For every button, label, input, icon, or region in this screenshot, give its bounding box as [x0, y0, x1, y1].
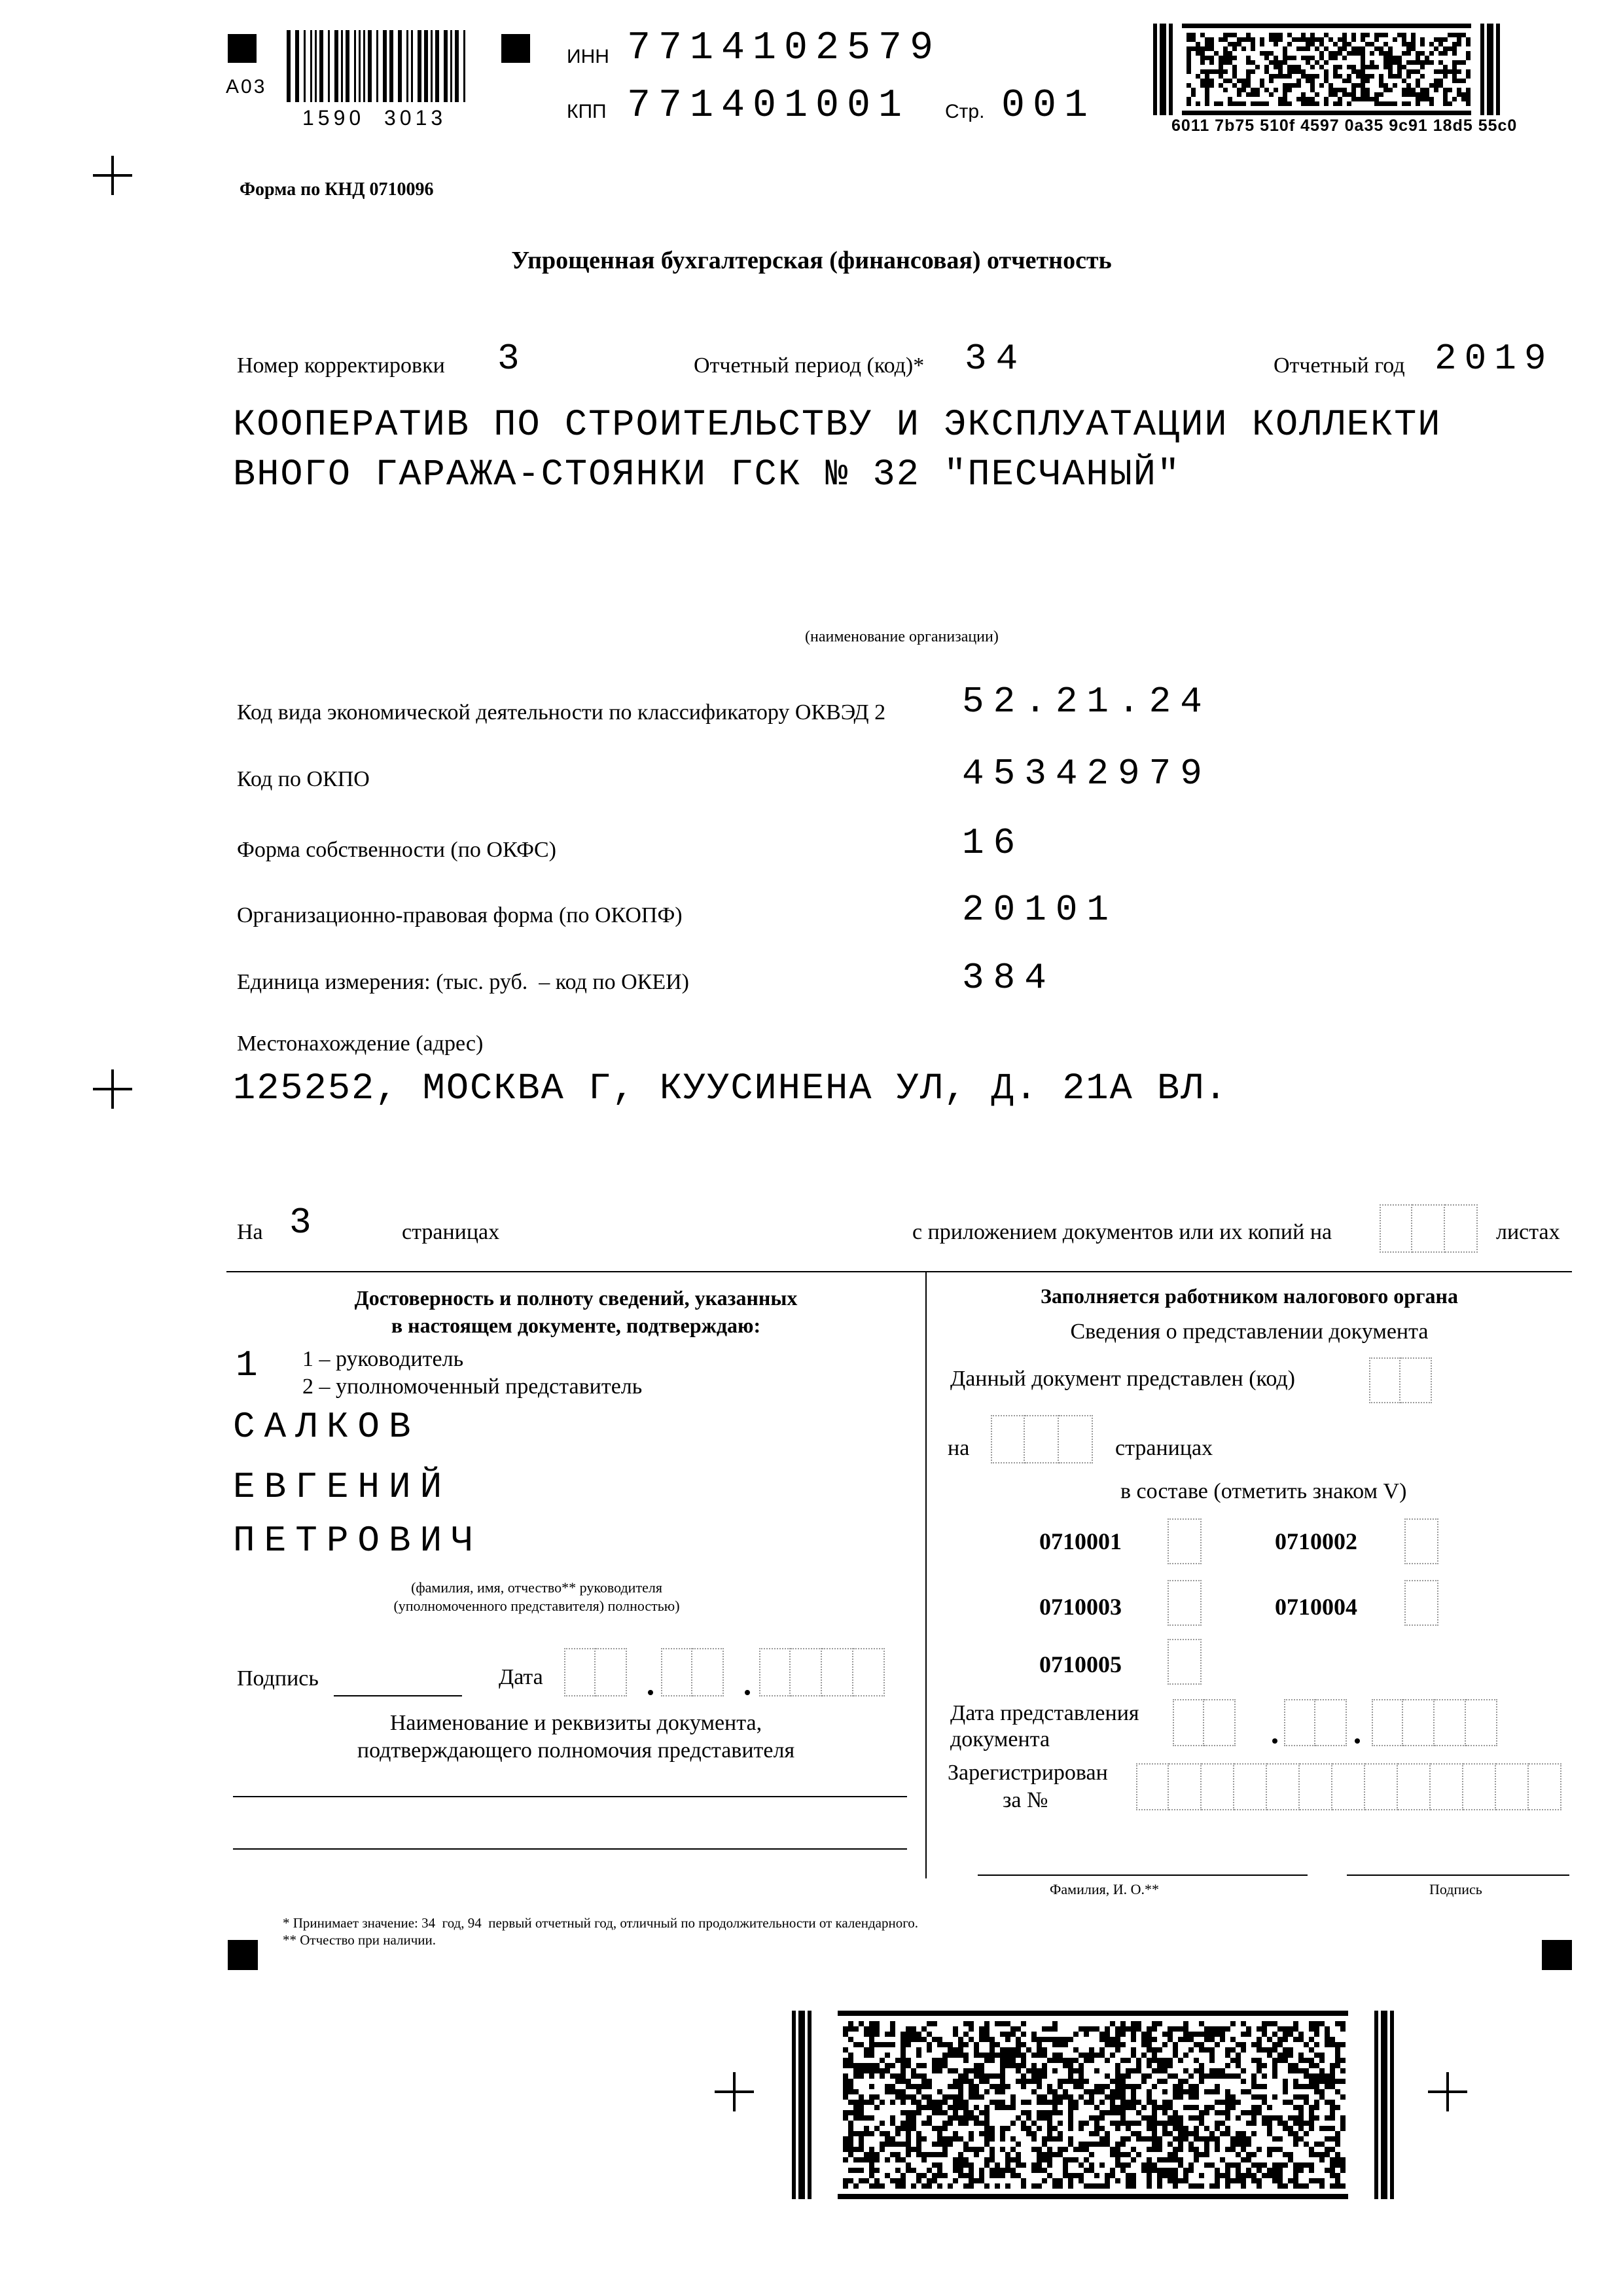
signature-caption-right: Подпись — [1429, 1881, 1482, 1897]
column-divider — [925, 1271, 927, 1878]
authority-doc-title — [226, 1710, 925, 1765]
correction-label: Номер корректировки — [237, 353, 445, 378]
corner-marker-top-left — [228, 34, 257, 63]
code-0710003: 0710003 — [1039, 1594, 1122, 1620]
fio-caption — [366, 1579, 707, 1615]
authority-doc-line-1[interactable] — [233, 1796, 907, 1797]
organization-name-line1: КООПЕРАТИВ ПО СТРОИТЕЛЬСТВУ И ЭКСПЛУАТАЦИИ КОЛЛЕКТИ — [233, 404, 1442, 446]
kpp-label: КПП — [567, 101, 607, 122]
2d-barcode-bottom — [792, 2011, 1394, 2199]
presented-code-label: Данный документ представлен (код) — [950, 1367, 1295, 1391]
year-value: 2019 — [1435, 338, 1554, 380]
date-separator — [745, 1690, 750, 1695]
crosshair-marker — [715, 2072, 754, 2111]
okfs-label: Форма собственности (по ОКФС) — [237, 838, 557, 862]
corner-marker-bottom-right — [1542, 1940, 1572, 1970]
checkbox-0710005[interactable] — [1168, 1639, 1202, 1685]
corner-marker-top-middle — [501, 34, 530, 63]
attachments-sheets-input[interactable] — [1380, 1204, 1478, 1253]
fio-caption-line2: (уполномоченного представителя) полностью) — [393, 1598, 680, 1614]
fio-line[interactable] — [978, 1874, 1308, 1876]
submission-date-label — [950, 1700, 1139, 1753]
tax-office-title: Заполняется работником налогового органа — [1041, 1284, 1458, 1308]
sheets-label: листах — [1496, 1220, 1560, 1244]
okved-value: 52.21.24 — [962, 681, 1211, 723]
code-0710005: 0710005 — [1039, 1651, 1122, 1677]
date-separator — [1355, 1738, 1360, 1744]
okopf-value: 20101 — [962, 889, 1118, 931]
okei-label: Единица измерения: (тыс. руб. – код по ОКЕИ) — [237, 970, 689, 994]
crosshair-marker — [1428, 2072, 1467, 2111]
signer-surname: САЛКОВ — [233, 1406, 420, 1448]
okfs-value: 16 — [962, 822, 1025, 864]
signer-name: ЕВГЕНИЙ — [233, 1466, 452, 1508]
registered-label-line1: Зарегистрирован — [948, 1761, 1108, 1785]
signature-line-right[interactable] — [1347, 1874, 1569, 1876]
submission-info-title: Сведения о представлении документа — [1070, 1319, 1429, 1344]
pages-label: страницах — [402, 1220, 500, 1244]
crosshair-marker — [93, 156, 132, 195]
code-0710001: 0710001 — [1039, 1528, 1122, 1554]
footnote-1: * Принимает значение: 34 год, 94 первый отчетный год, отличный по продолжительности от календарного. — [283, 1915, 919, 1931]
checkbox-0710002[interactable] — [1404, 1518, 1438, 1564]
kpp-value: 771401001 — [627, 84, 910, 128]
section-divider — [226, 1271, 1572, 1272]
address-label: Местонахождение (адрес) — [237, 1031, 484, 1056]
page-value: 001 — [1001, 84, 1096, 128]
authority-doc-title-line1: Наименование и реквизиты документа, — [389, 1711, 762, 1735]
pages-count-input-right[interactable] — [991, 1415, 1093, 1463]
code-0710002: 0710002 — [1275, 1528, 1357, 1554]
authority-doc-title-line2: подтверждающего полномочия представителя — [357, 1738, 795, 1763]
page-label: Стр. — [945, 101, 985, 122]
organization-caption: (наименование организации) — [805, 628, 999, 645]
inn-value: 7714102579 — [627, 26, 942, 71]
signer-code: 1 — [236, 1344, 258, 1386]
submission-date-year-input[interactable] — [1372, 1699, 1497, 1746]
composition-label: в составе (отметить знаком V) — [1120, 1479, 1407, 1503]
corner-marker-bottom-left — [228, 1940, 258, 1970]
period-value: 34 — [965, 338, 1027, 380]
date-label: Дата — [499, 1665, 543, 1689]
okpo-value: 45342979 — [962, 753, 1211, 795]
submission-date-month-input[interactable] — [1284, 1699, 1347, 1746]
okopf-label: Организационно-правовая форма (по ОКОПФ) — [237, 903, 683, 927]
hex-code: 6011 7b75 510f 4597 0a35 9c91 18d5 55c0 — [1171, 117, 1518, 135]
sign-date-month-input[interactable] — [661, 1648, 724, 1696]
authority-doc-line-2[interactable] — [233, 1848, 907, 1850]
fio-caption-right: Фамилия, И. О.** — [1050, 1881, 1159, 1897]
period-label: Отчетный период (код)* — [694, 353, 925, 378]
crosshair-marker — [93, 1069, 132, 1109]
barcode-number: 1590 3013 — [302, 106, 447, 130]
registration-number-input[interactable] — [1136, 1763, 1561, 1810]
checkbox-0710001[interactable] — [1168, 1518, 1202, 1564]
correction-value: 3 — [497, 338, 520, 380]
pages-on-label-right: на — [948, 1436, 970, 1460]
date-separator — [1272, 1738, 1277, 1744]
attachments-label: с приложением документов или их копий на — [912, 1220, 1332, 1244]
okved-label: Код вида экономической деятельности по классификатору ОКВЭД 2 — [237, 700, 886, 725]
checkbox-0710003[interactable] — [1168, 1580, 1202, 1626]
date-separator — [648, 1690, 653, 1695]
submission-date-day-input[interactable] — [1173, 1699, 1236, 1746]
signer-patronymic: ПЕТРОВИЧ — [233, 1520, 482, 1562]
confirm-title — [226, 1284, 925, 1339]
2d-barcode-top — [1153, 24, 1500, 115]
linear-barcode — [287, 30, 470, 105]
checkbox-0710004[interactable] — [1404, 1580, 1438, 1626]
confirm-title-line1: Достоверность и полноту сведений, указанных — [354, 1286, 798, 1310]
signature-line[interactable] — [334, 1695, 462, 1696]
sign-date-year-input[interactable] — [759, 1648, 885, 1696]
signer-option-2: 2 – уполномоченный представитель — [302, 1374, 643, 1399]
year-label: Отчетный год — [1274, 353, 1405, 378]
pages-on-label: На — [237, 1220, 263, 1244]
code-0710004: 0710004 — [1275, 1594, 1357, 1620]
presented-code-input[interactable] — [1369, 1357, 1432, 1403]
sign-date-day-input[interactable] — [564, 1648, 627, 1696]
knd-form-code: Форма по КНД 0710096 — [240, 179, 434, 200]
registered-label — [948, 1759, 1108, 1814]
pages-count: 3 — [289, 1202, 312, 1244]
fio-caption-line1: (фамилия, имя, отчество** руководителя — [411, 1579, 662, 1596]
registered-label-line2: за № — [1003, 1788, 1048, 1812]
submission-date-label-line1: Дата представления — [950, 1701, 1139, 1725]
okei-value: 384 — [962, 957, 1056, 999]
inn-label: ИНН — [567, 46, 609, 67]
organization-name-line2: ВНОГО ГАРАЖА-СТОЯНКИ ГСК № 32 "ПЕСЧАНЫЙ" — [233, 454, 1181, 496]
signer-option-1: 1 – руководитель — [302, 1347, 464, 1371]
submission-date-label-line2: документа — [950, 1727, 1050, 1751]
okpo-label: Код по ОКПО — [237, 767, 370, 791]
pages-label-right: страницах — [1115, 1436, 1213, 1460]
address-value: 125252, МОСКВА Г, КУУСИНЕНА УЛ, Д. 21А ВЛ. — [233, 1068, 1228, 1110]
form-code-a03: A03 — [226, 76, 267, 98]
document-title: Упрощенная бухгалтерская (финансовая) отчетность — [511, 247, 1112, 274]
footnote-2: ** Отчество при наличии. — [283, 1932, 436, 1948]
signature-label: Подпись — [237, 1666, 319, 1691]
confirm-title-line2: в настоящем документе, подтверждаю: — [391, 1314, 761, 1337]
